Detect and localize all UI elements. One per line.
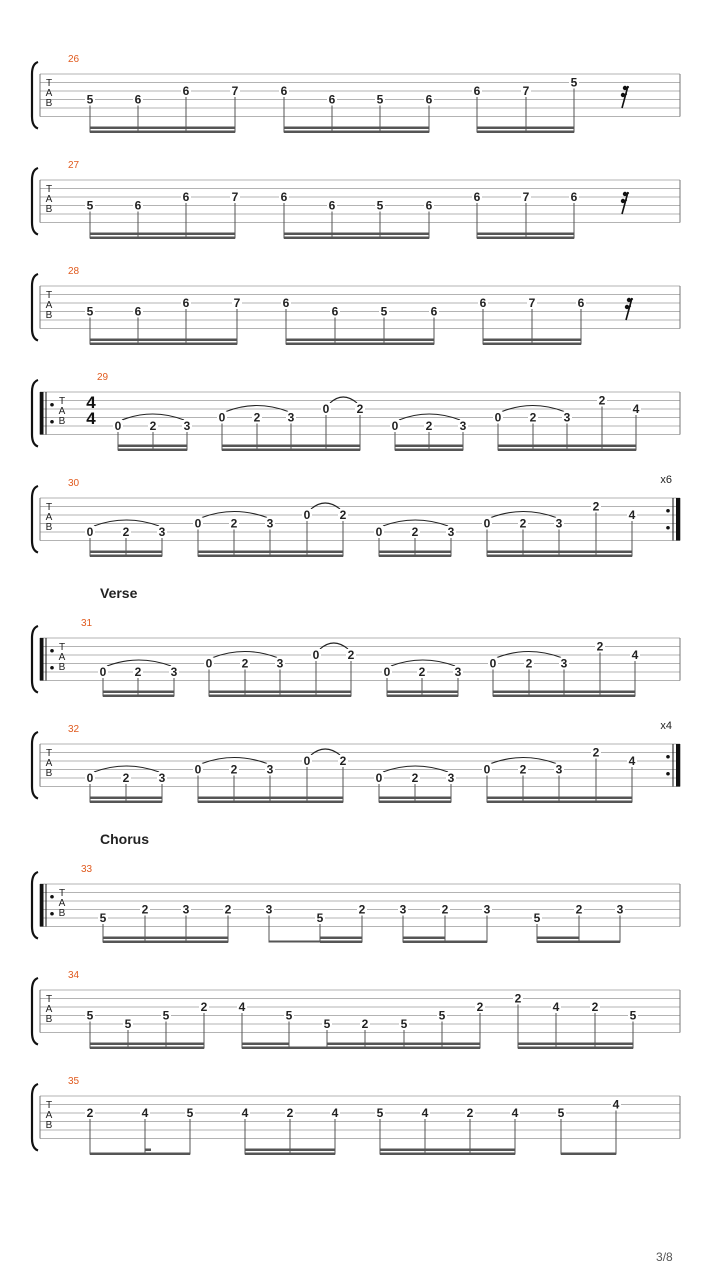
- fret-number: 3: [447, 771, 455, 785]
- repeat-dot: [50, 420, 54, 424]
- note-beam: [487, 797, 632, 800]
- staff-system: [32, 372, 680, 451]
- fret-number: 2: [592, 745, 600, 760]
- tab-clef-letter: A: [45, 194, 53, 205]
- note-beam: [561, 1153, 616, 1156]
- repeat-start-thick-bar: [40, 392, 44, 435]
- repeat-start-thick-bar: [40, 884, 44, 927]
- fret-number: 0: [86, 771, 94, 785]
- fret-number: 6: [182, 190, 190, 204]
- note-beam: [103, 695, 174, 698]
- staff-bracket: [32, 732, 38, 799]
- staff-bracket: [32, 872, 38, 939]
- fret-number: 6: [577, 296, 585, 310]
- note-beam: [320, 941, 362, 944]
- fret-number: 5: [162, 1008, 170, 1023]
- note-beam: [90, 1043, 204, 1046]
- fret-number: 6: [425, 92, 433, 107]
- note-beam: [198, 797, 343, 800]
- note-beam: [90, 801, 162, 804]
- note-beam: [518, 1043, 633, 1046]
- tab-clef-letter: T: [45, 290, 53, 301]
- note-beam: [284, 233, 429, 236]
- fret-number: 2: [134, 665, 142, 679]
- fret-number: 6: [425, 198, 433, 213]
- fret-number: 4: [631, 648, 639, 662]
- section-label: Verse: [100, 585, 138, 601]
- fret-number: 2: [441, 902, 449, 917]
- fret-number: 5: [285, 1008, 293, 1023]
- fret-number: 0: [483, 762, 491, 777]
- note-beam: [320, 937, 362, 940]
- fret-number: 0: [489, 656, 497, 671]
- note-beam: [387, 695, 458, 698]
- staff-system: [32, 720, 680, 803]
- fret-number: 6: [134, 198, 142, 213]
- fret-number: 2: [411, 771, 419, 785]
- fret-number: 3: [447, 525, 455, 539]
- time-signature-top: 4: [86, 393, 96, 412]
- note-beam: [284, 127, 429, 130]
- fret-number: 7: [528, 296, 536, 310]
- fret-number: 5: [86, 198, 94, 213]
- fret-number: 3: [459, 419, 467, 433]
- fret-number: 2: [519, 762, 527, 777]
- fret-number: 0: [303, 754, 311, 768]
- fret-number: 4: [238, 1000, 246, 1014]
- fret-number: 2: [514, 991, 522, 1006]
- fret-number: 3: [266, 516, 274, 531]
- staff-bracket: [32, 274, 38, 341]
- fret-number: 6: [282, 296, 290, 310]
- tab-clef-letter: A: [58, 406, 66, 417]
- note-beam: [284, 131, 429, 134]
- note-beam: [477, 131, 574, 134]
- fret-number: 4: [331, 1106, 339, 1120]
- fret-number: 4: [552, 1000, 560, 1014]
- note-beam: [365, 1043, 480, 1046]
- staff-bracket: [32, 168, 38, 235]
- fret-number: 5: [323, 1017, 331, 1031]
- fret-number: 2: [86, 1106, 94, 1120]
- note-beam: [483, 343, 581, 346]
- staff-system: [32, 474, 680, 557]
- fret-number: 6: [479, 296, 487, 310]
- note-beam: [380, 1153, 515, 1156]
- fret-number: 7: [231, 84, 239, 98]
- fret-number: 2: [141, 902, 149, 917]
- repeat-end-thick-bar: [676, 744, 680, 787]
- fret-number: 6: [430, 304, 438, 319]
- fret-number: 5: [186, 1106, 194, 1120]
- fret-number: 0: [375, 525, 383, 539]
- note-beam: [90, 237, 235, 240]
- tab-clef-letter: T: [45, 78, 53, 89]
- tab-clef-letter: B: [45, 204, 53, 215]
- fret-number: 5: [86, 1008, 94, 1023]
- tab-clef-letter: A: [45, 1004, 53, 1015]
- tab-clef-letter: A: [45, 300, 53, 311]
- note-beam: [198, 555, 343, 558]
- fret-number: 2: [230, 516, 238, 531]
- fret-number: 6: [570, 190, 578, 204]
- repeat-dot: [666, 772, 670, 776]
- tab-clef-letter: A: [45, 88, 53, 99]
- fret-number: 2: [598, 393, 606, 408]
- fret-number: 5: [380, 304, 388, 319]
- note-beam: [379, 797, 451, 800]
- fret-number: 5: [86, 92, 94, 107]
- tab-clef-letter: T: [45, 1100, 53, 1111]
- measure-number: 28: [68, 266, 80, 277]
- fret-number: 0: [218, 410, 226, 425]
- tab-clef-letter: T: [58, 396, 66, 407]
- note-beam: [537, 937, 579, 940]
- fret-number: 0: [494, 410, 502, 425]
- fret-number: 4: [241, 1106, 249, 1120]
- measure-number: 30: [68, 478, 80, 489]
- fret-number: 2: [286, 1106, 294, 1120]
- fret-number: 2: [224, 902, 232, 917]
- staff-bracket: [32, 978, 38, 1045]
- tab-clef-letter: T: [45, 502, 53, 513]
- fret-number: 5: [99, 911, 107, 925]
- fret-number: 0: [383, 665, 391, 679]
- note-beam: [487, 555, 632, 558]
- fret-number: 7: [522, 84, 530, 98]
- note-beam: [103, 937, 228, 940]
- tab-clef-letter: B: [45, 310, 53, 321]
- fret-number: 2: [596, 639, 604, 654]
- note-beam: [537, 941, 620, 944]
- fret-number: 2: [122, 771, 130, 785]
- fret-number: 5: [86, 304, 94, 319]
- note-beam: [286, 343, 434, 346]
- note-beam: [90, 339, 237, 342]
- repeat-count: x6: [660, 474, 672, 486]
- staff-bracket: [32, 62, 38, 129]
- page-separator: /: [662, 1250, 667, 1264]
- fret-number: 2: [476, 1000, 484, 1014]
- fret-number: 3: [276, 656, 284, 671]
- fret-number: 5: [570, 75, 578, 90]
- tab-clef-letter: T: [45, 748, 53, 759]
- tab-clef-letter: T: [58, 888, 66, 899]
- fret-number: 2: [529, 410, 537, 425]
- measure-number: 32: [68, 724, 80, 735]
- note-beam: [477, 127, 574, 130]
- fret-number: 3: [399, 902, 407, 917]
- tab-clef-letter: B: [45, 522, 53, 533]
- fret-number: 6: [280, 84, 288, 98]
- note-beam: [103, 941, 228, 944]
- fret-number: 2: [575, 902, 583, 917]
- tab-clef-letter: A: [45, 512, 53, 523]
- measure-number: 29: [97, 372, 109, 383]
- staff-system: [32, 1076, 680, 1155]
- fret-number: 0: [391, 419, 399, 433]
- note-beam: [103, 691, 174, 694]
- staff-system: [32, 266, 680, 345]
- fret-number: 5: [376, 1106, 384, 1120]
- fret-number: 3: [158, 771, 166, 785]
- note-beam: [477, 237, 574, 240]
- note-beam: [242, 1047, 327, 1050]
- tab-clef-letter: B: [58, 662, 66, 673]
- fret-number: 5: [400, 1017, 408, 1031]
- fret-number: 2: [361, 1017, 369, 1031]
- note-beam: [90, 551, 162, 554]
- fret-number: 2: [418, 665, 426, 679]
- note-beam: [387, 691, 458, 694]
- fret-number: 2: [425, 419, 433, 433]
- tab-clef-letter: A: [58, 898, 66, 909]
- note-beam: [90, 131, 235, 134]
- repeat-start-thick-bar: [40, 638, 44, 681]
- fret-number: 2: [592, 499, 600, 514]
- measure-number: 33: [81, 864, 93, 875]
- fret-number: 2: [525, 656, 533, 671]
- note-beam: [518, 1047, 633, 1050]
- fret-number: 2: [591, 1000, 599, 1014]
- fret-number: 3: [563, 410, 571, 425]
- note-beam: [487, 551, 632, 554]
- fret-number: 6: [280, 190, 288, 204]
- fret-number: 5: [438, 1008, 446, 1023]
- fret-number: 5: [124, 1017, 132, 1031]
- repeat-dot: [50, 403, 54, 407]
- fret-number: 3: [555, 762, 563, 777]
- beam-stub: [145, 1149, 151, 1152]
- fret-number: 3: [182, 902, 190, 917]
- note-beam: [403, 941, 487, 944]
- fret-number: 2: [200, 1000, 208, 1014]
- repeat-dot: [666, 509, 670, 513]
- staff-bracket: [32, 1084, 38, 1151]
- repeat-dot: [50, 895, 54, 899]
- note-beam: [395, 445, 463, 448]
- repeat-count: x4: [660, 720, 672, 732]
- staff-system: [32, 831, 680, 943]
- note-beam: [269, 941, 320, 943]
- fret-number: 6: [182, 296, 190, 310]
- note-beam: [498, 445, 636, 448]
- note-beam: [379, 801, 451, 804]
- repeat-dot: [50, 666, 54, 670]
- fret-number: 5: [533, 911, 541, 925]
- fret-number: 0: [303, 508, 311, 522]
- fret-number: 2: [411, 525, 419, 539]
- note-beam: [403, 937, 445, 940]
- fret-number: 5: [557, 1106, 565, 1120]
- section-label: Chorus: [100, 831, 149, 847]
- note-beam: [395, 449, 463, 452]
- measure-number: 31: [81, 618, 93, 629]
- note-beam: [90, 797, 162, 800]
- fret-number: 6: [473, 84, 481, 98]
- note-beam: [493, 695, 635, 698]
- note-beam: [327, 1047, 365, 1050]
- fret-number: 3: [158, 525, 166, 539]
- fret-number: 6: [331, 304, 339, 319]
- page-current: 3: [656, 1250, 663, 1264]
- fret-number: 3: [555, 516, 563, 531]
- fret-number: 4: [632, 402, 640, 416]
- tab-clef-letter: T: [58, 642, 66, 653]
- fret-number: 3: [616, 902, 624, 917]
- staff-system: [32, 160, 680, 239]
- note-beam: [242, 1043, 289, 1046]
- tab-clef-letter: B: [58, 908, 66, 919]
- note-beam: [118, 445, 187, 448]
- tab-clef-letter: A: [45, 1110, 53, 1121]
- note-beam: [380, 1149, 515, 1152]
- fret-number: 2: [122, 525, 130, 539]
- staff-bracket: [32, 486, 38, 553]
- fret-number: 3: [183, 419, 191, 433]
- note-beam: [198, 801, 343, 804]
- fret-number: 2: [347, 648, 355, 662]
- note-beam: [284, 237, 429, 240]
- tab-clef-letter: B: [45, 1014, 53, 1025]
- staff-bracket: [32, 626, 38, 693]
- fret-number: 3: [560, 656, 568, 671]
- fret-number: 3: [454, 665, 462, 679]
- fret-number: 2: [466, 1106, 474, 1120]
- fret-number: 2: [230, 762, 238, 777]
- fret-number: 7: [522, 190, 530, 204]
- tab-clef-letter: T: [45, 994, 53, 1005]
- fret-number: 4: [511, 1106, 519, 1120]
- fret-number: 2: [149, 419, 157, 433]
- fret-number: 2: [253, 410, 261, 425]
- fret-number: 3: [483, 902, 491, 917]
- fret-number: 2: [339, 508, 347, 522]
- measure-number: 35: [68, 1076, 80, 1087]
- fret-number: 5: [376, 198, 384, 213]
- fret-number: 6: [182, 84, 190, 98]
- repeat-dot: [666, 526, 670, 530]
- note-beam: [379, 555, 451, 558]
- fret-number: 4: [141, 1106, 149, 1120]
- page-total: 8: [666, 1250, 673, 1264]
- fret-number: 0: [194, 762, 202, 777]
- fret-number: 6: [328, 92, 336, 107]
- repeat-dot: [50, 912, 54, 916]
- note-beam: [245, 1149, 335, 1152]
- tab-clef-letter: B: [45, 768, 53, 779]
- fret-number: 3: [266, 762, 274, 777]
- staff-system: [32, 54, 680, 133]
- staff-system: [32, 585, 680, 697]
- fret-number: 0: [312, 648, 320, 662]
- fret-number: 0: [375, 771, 383, 785]
- fret-number: 6: [328, 198, 336, 213]
- repeat-dot: [50, 649, 54, 653]
- fret-number: 3: [170, 665, 178, 679]
- fret-number: 7: [233, 296, 241, 310]
- tab-clef-letter: T: [45, 184, 53, 195]
- tab-clef-letter: A: [45, 758, 53, 769]
- fret-number: 2: [519, 516, 527, 531]
- fret-number: 0: [194, 516, 202, 531]
- fret-number: 4: [628, 508, 636, 522]
- note-beam: [327, 1043, 365, 1046]
- note-beam: [209, 691, 351, 694]
- fret-number: 0: [483, 516, 491, 531]
- fret-number: 5: [629, 1008, 637, 1023]
- note-beam: [487, 801, 632, 804]
- measure-number: 34: [68, 970, 80, 981]
- note-beam: [90, 555, 162, 558]
- fret-number: 5: [376, 92, 384, 107]
- note-beam: [90, 1047, 204, 1050]
- repeat-dot: [666, 755, 670, 759]
- staff-system: [32, 970, 680, 1049]
- fret-number: 2: [358, 902, 366, 917]
- note-beam: [90, 233, 235, 236]
- fret-number: 4: [612, 1097, 620, 1112]
- page-number: [656, 1250, 673, 1264]
- fret-number: 0: [86, 525, 94, 539]
- note-beam: [286, 339, 434, 342]
- fret-number: 6: [473, 190, 481, 204]
- staff-bracket: [32, 380, 38, 447]
- note-beam: [483, 339, 581, 342]
- fret-number: 2: [241, 656, 249, 671]
- repeat-end-thick-bar: [676, 498, 680, 541]
- tab-clef-letter: B: [45, 98, 53, 109]
- fret-number: 4: [628, 754, 636, 768]
- note-beam: [118, 449, 187, 452]
- fret-number: 3: [287, 410, 295, 425]
- note-beam: [209, 695, 351, 698]
- fret-number: 2: [339, 754, 347, 768]
- fret-number: 0: [99, 665, 107, 679]
- tab-clef-letter: B: [45, 1120, 53, 1131]
- note-beam: [90, 1153, 190, 1156]
- measure-number: 27: [68, 160, 80, 171]
- time-signature-bottom: 4: [86, 409, 96, 428]
- fret-number: 6: [134, 92, 142, 107]
- tab-clef-letter: B: [58, 416, 66, 427]
- tab-clef-letter: A: [58, 652, 66, 663]
- note-beam: [90, 343, 237, 346]
- note-beam: [90, 127, 235, 130]
- fret-number: 0: [205, 656, 213, 671]
- measure-number: 26: [68, 54, 80, 65]
- fret-number: 5: [316, 911, 324, 925]
- note-beam: [222, 449, 360, 452]
- fret-number: 7: [231, 190, 239, 204]
- fret-number: 0: [114, 419, 122, 433]
- fret-number: 6: [134, 304, 142, 319]
- note-beam: [477, 233, 574, 236]
- fret-number: 3: [265, 902, 273, 917]
- note-beam: [245, 1153, 335, 1156]
- note-beam: [222, 445, 360, 448]
- fret-number: 0: [322, 402, 330, 416]
- note-beam: [198, 551, 343, 554]
- note-beam: [365, 1047, 480, 1050]
- note-beam: [379, 551, 451, 554]
- note-beam: [493, 691, 635, 694]
- fret-number: 2: [356, 402, 364, 416]
- fret-number: 4: [421, 1106, 429, 1120]
- note-beam: [498, 449, 636, 452]
